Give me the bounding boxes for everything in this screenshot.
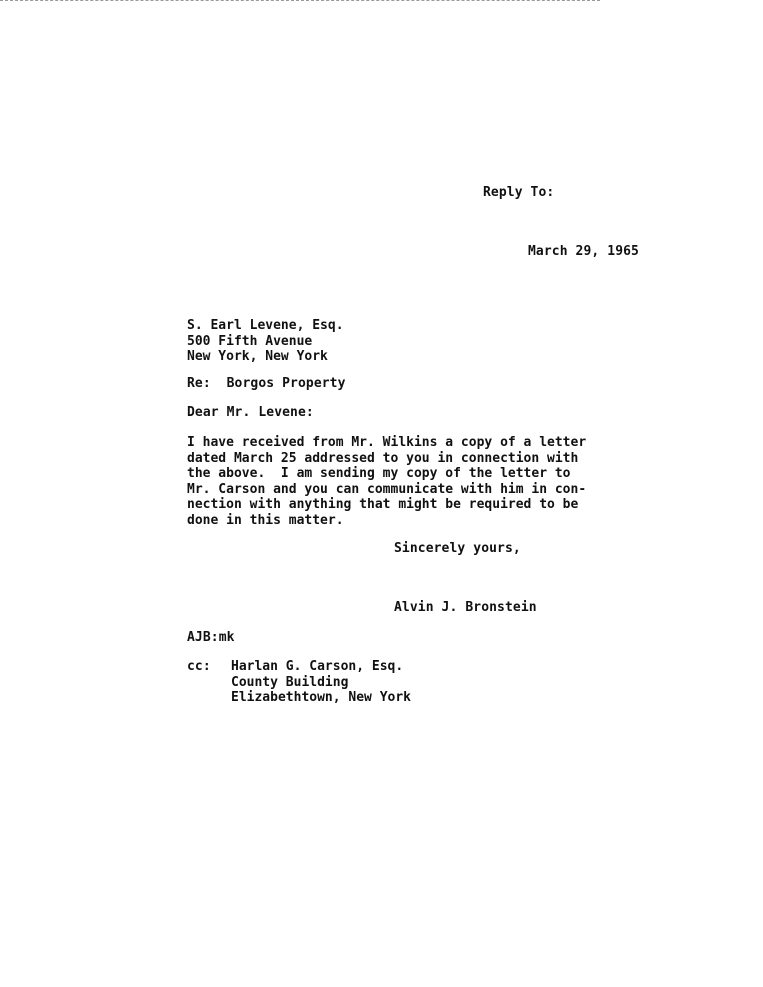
body-line: nection with anything that might be required to be	[187, 497, 579, 513]
body-line: dated March 25 addressed to you in connection with	[187, 450, 579, 466]
signature-name: Alvin J. Bronstein	[394, 600, 537, 615]
letter-body	[187, 435, 586, 529]
cc-label: cc:	[187, 659, 211, 674]
letter-date: March 29, 1965	[528, 244, 639, 259]
cc-line-3: Elizabethtown, New York	[231, 690, 412, 706]
recipient-street: 500 Fifth Avenue	[187, 333, 313, 349]
body-line: Mr. Carson and you can communicate with him in con-	[187, 481, 587, 497]
body-line: the above. I am sending my copy of the letter to	[187, 466, 571, 482]
body-line: I have received from Mr. Wilkins a copy of a letter	[187, 435, 587, 450]
typist-initials: AJB:mk	[187, 630, 235, 645]
body-line: done in this matter.	[187, 512, 344, 528]
salutation: Dear Mr. Levene:	[187, 405, 314, 420]
cc-name: Harlan G. Carson, Esq.	[231, 659, 404, 674]
closing: Sincerely yours,	[394, 541, 521, 556]
cc-address	[231, 659, 411, 706]
reply-to-label: Reply To:	[483, 185, 555, 200]
cc-line-2: County Building	[231, 674, 349, 690]
subject-line: Re: Borgos Property	[187, 376, 346, 391]
recipient-city: New York, New York	[187, 349, 328, 365]
page-top-edge	[0, 0, 600, 1]
recipient-name: S. Earl Levene, Esq.	[187, 318, 344, 333]
recipient-address	[187, 318, 344, 365]
